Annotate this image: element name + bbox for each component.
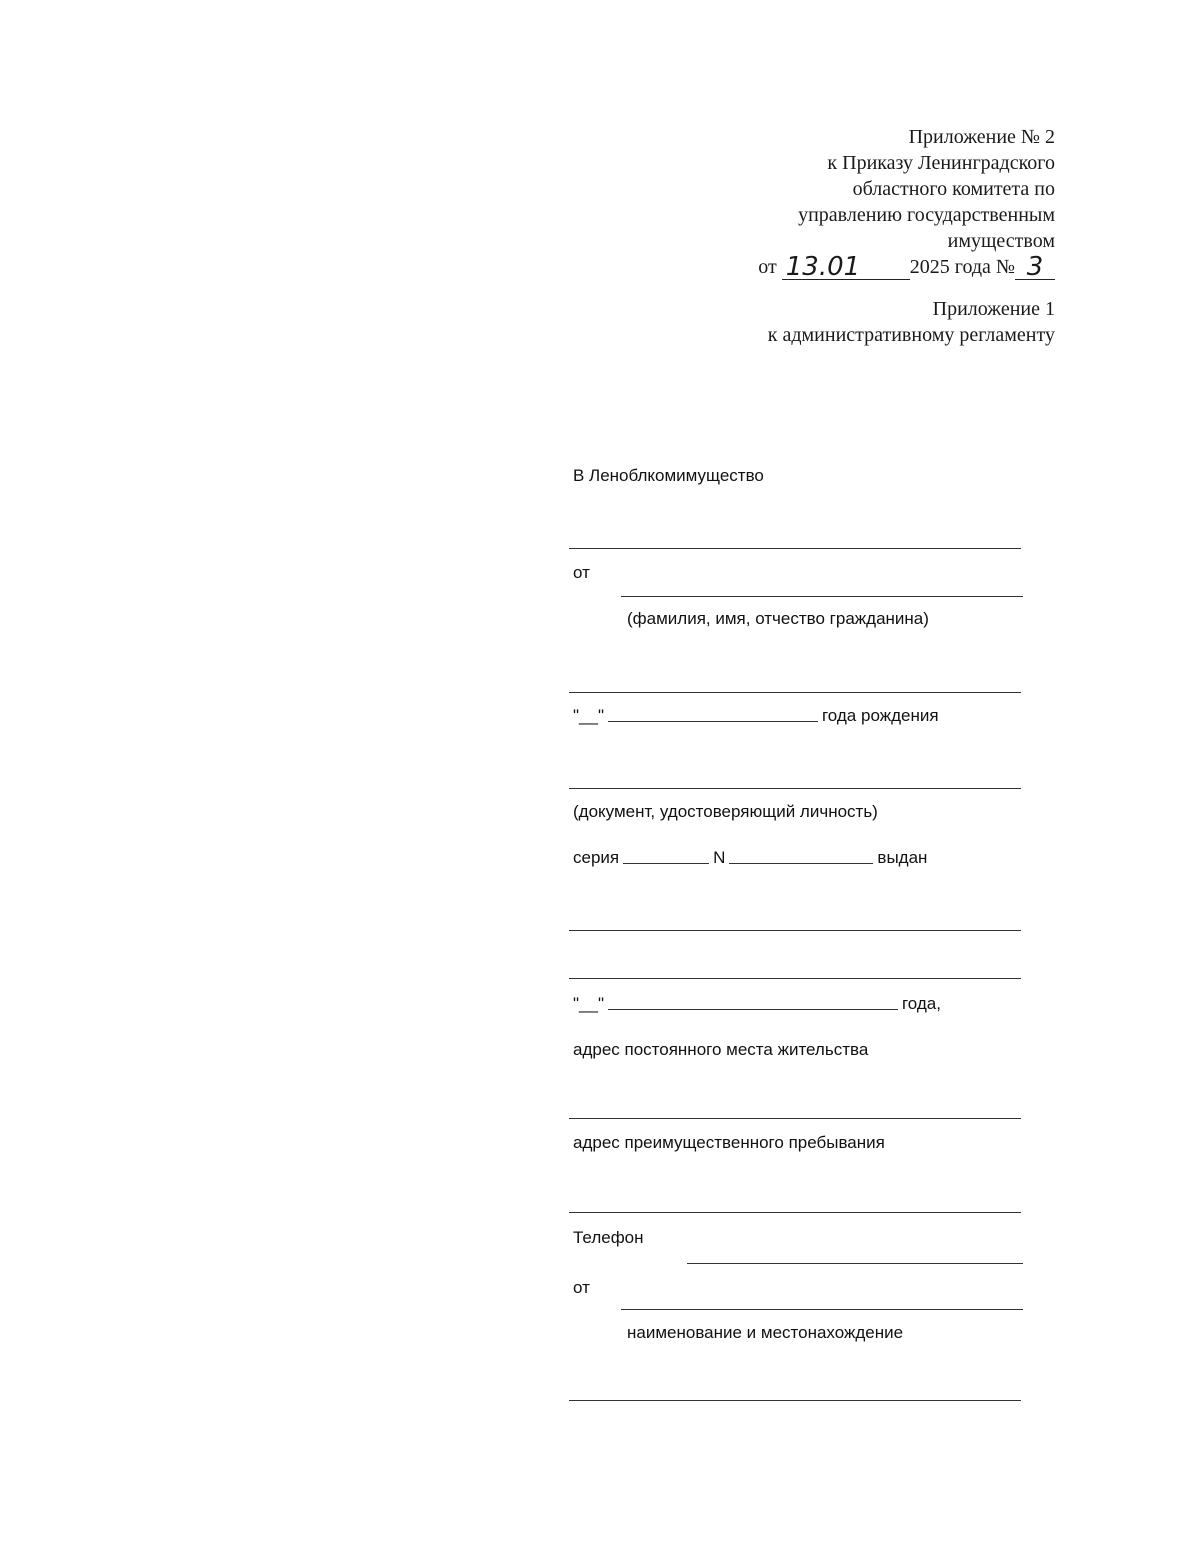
year-text: 2025 года № bbox=[909, 256, 1015, 278]
permanent-address-line[interactable] bbox=[569, 1118, 1021, 1119]
appendix-number: Приложение № 2 bbox=[908, 126, 1055, 148]
organization-hint: наименование и местонахождение bbox=[627, 1323, 904, 1342]
birth-date-row bbox=[573, 706, 939, 726]
birth-label: года рождения bbox=[821, 706, 939, 725]
series-number-row bbox=[573, 848, 927, 868]
regulation-reference: к административному регламенту bbox=[767, 324, 1055, 346]
birth-month-field[interactable] bbox=[608, 720, 818, 722]
issued-by-line2[interactable] bbox=[569, 978, 1021, 979]
handwritten-date: 13.01 bbox=[782, 255, 910, 280]
date-prefix: от bbox=[758, 256, 777, 278]
handwritten-number: 3 bbox=[1015, 255, 1055, 280]
order-reference-line4: имуществом bbox=[947, 230, 1055, 252]
organization-line2[interactable] bbox=[569, 1400, 1021, 1401]
order-date-line bbox=[758, 254, 1055, 280]
fio-hint: (фамилия, имя, отчество гражданина) bbox=[627, 609, 929, 628]
birth-day-field[interactable]: "__" bbox=[573, 706, 604, 725]
phone-line[interactable] bbox=[687, 1263, 1023, 1264]
organization-line[interactable] bbox=[621, 1309, 1023, 1310]
recipient-line[interactable] bbox=[569, 548, 1021, 549]
applicant-name-line2[interactable] bbox=[569, 692, 1021, 693]
order-reference-line1: к Приказу Ленинградского bbox=[827, 152, 1055, 174]
preferred-address-label: адрес преимущественного пребывания bbox=[573, 1133, 885, 1152]
document-header bbox=[758, 124, 1055, 348]
number-label: N bbox=[713, 848, 726, 867]
document-hint: (документ, удостоверяющий личность) bbox=[573, 802, 878, 821]
from-label-2: от bbox=[573, 1278, 590, 1297]
preferred-address-line[interactable] bbox=[569, 1212, 1021, 1213]
issue-date-row bbox=[573, 994, 941, 1014]
recipient-label: В Леноблкомимущество bbox=[573, 466, 764, 485]
applicant-name-line[interactable] bbox=[621, 596, 1023, 597]
series-field[interactable] bbox=[623, 862, 709, 864]
permanent-address-label: адрес постоянного места жительства bbox=[573, 1040, 869, 1059]
issue-month-field[interactable] bbox=[608, 1008, 898, 1010]
identity-document-line[interactable] bbox=[569, 788, 1021, 789]
year-label: года, bbox=[901, 994, 941, 1013]
order-reference-line2: областного комитета по bbox=[852, 178, 1055, 200]
series-label: серия bbox=[573, 848, 620, 867]
document-number-field[interactable] bbox=[729, 862, 873, 864]
issue-day-field[interactable]: "__" bbox=[573, 994, 604, 1013]
issued-label: выдан bbox=[877, 848, 928, 867]
appendix-1: Приложение 1 bbox=[932, 298, 1055, 320]
from-label: от bbox=[573, 563, 590, 582]
phone-label: Телефон bbox=[573, 1228, 644, 1247]
order-reference-line3: управлению государственным bbox=[798, 204, 1055, 226]
issued-by-line1[interactable] bbox=[569, 930, 1021, 931]
